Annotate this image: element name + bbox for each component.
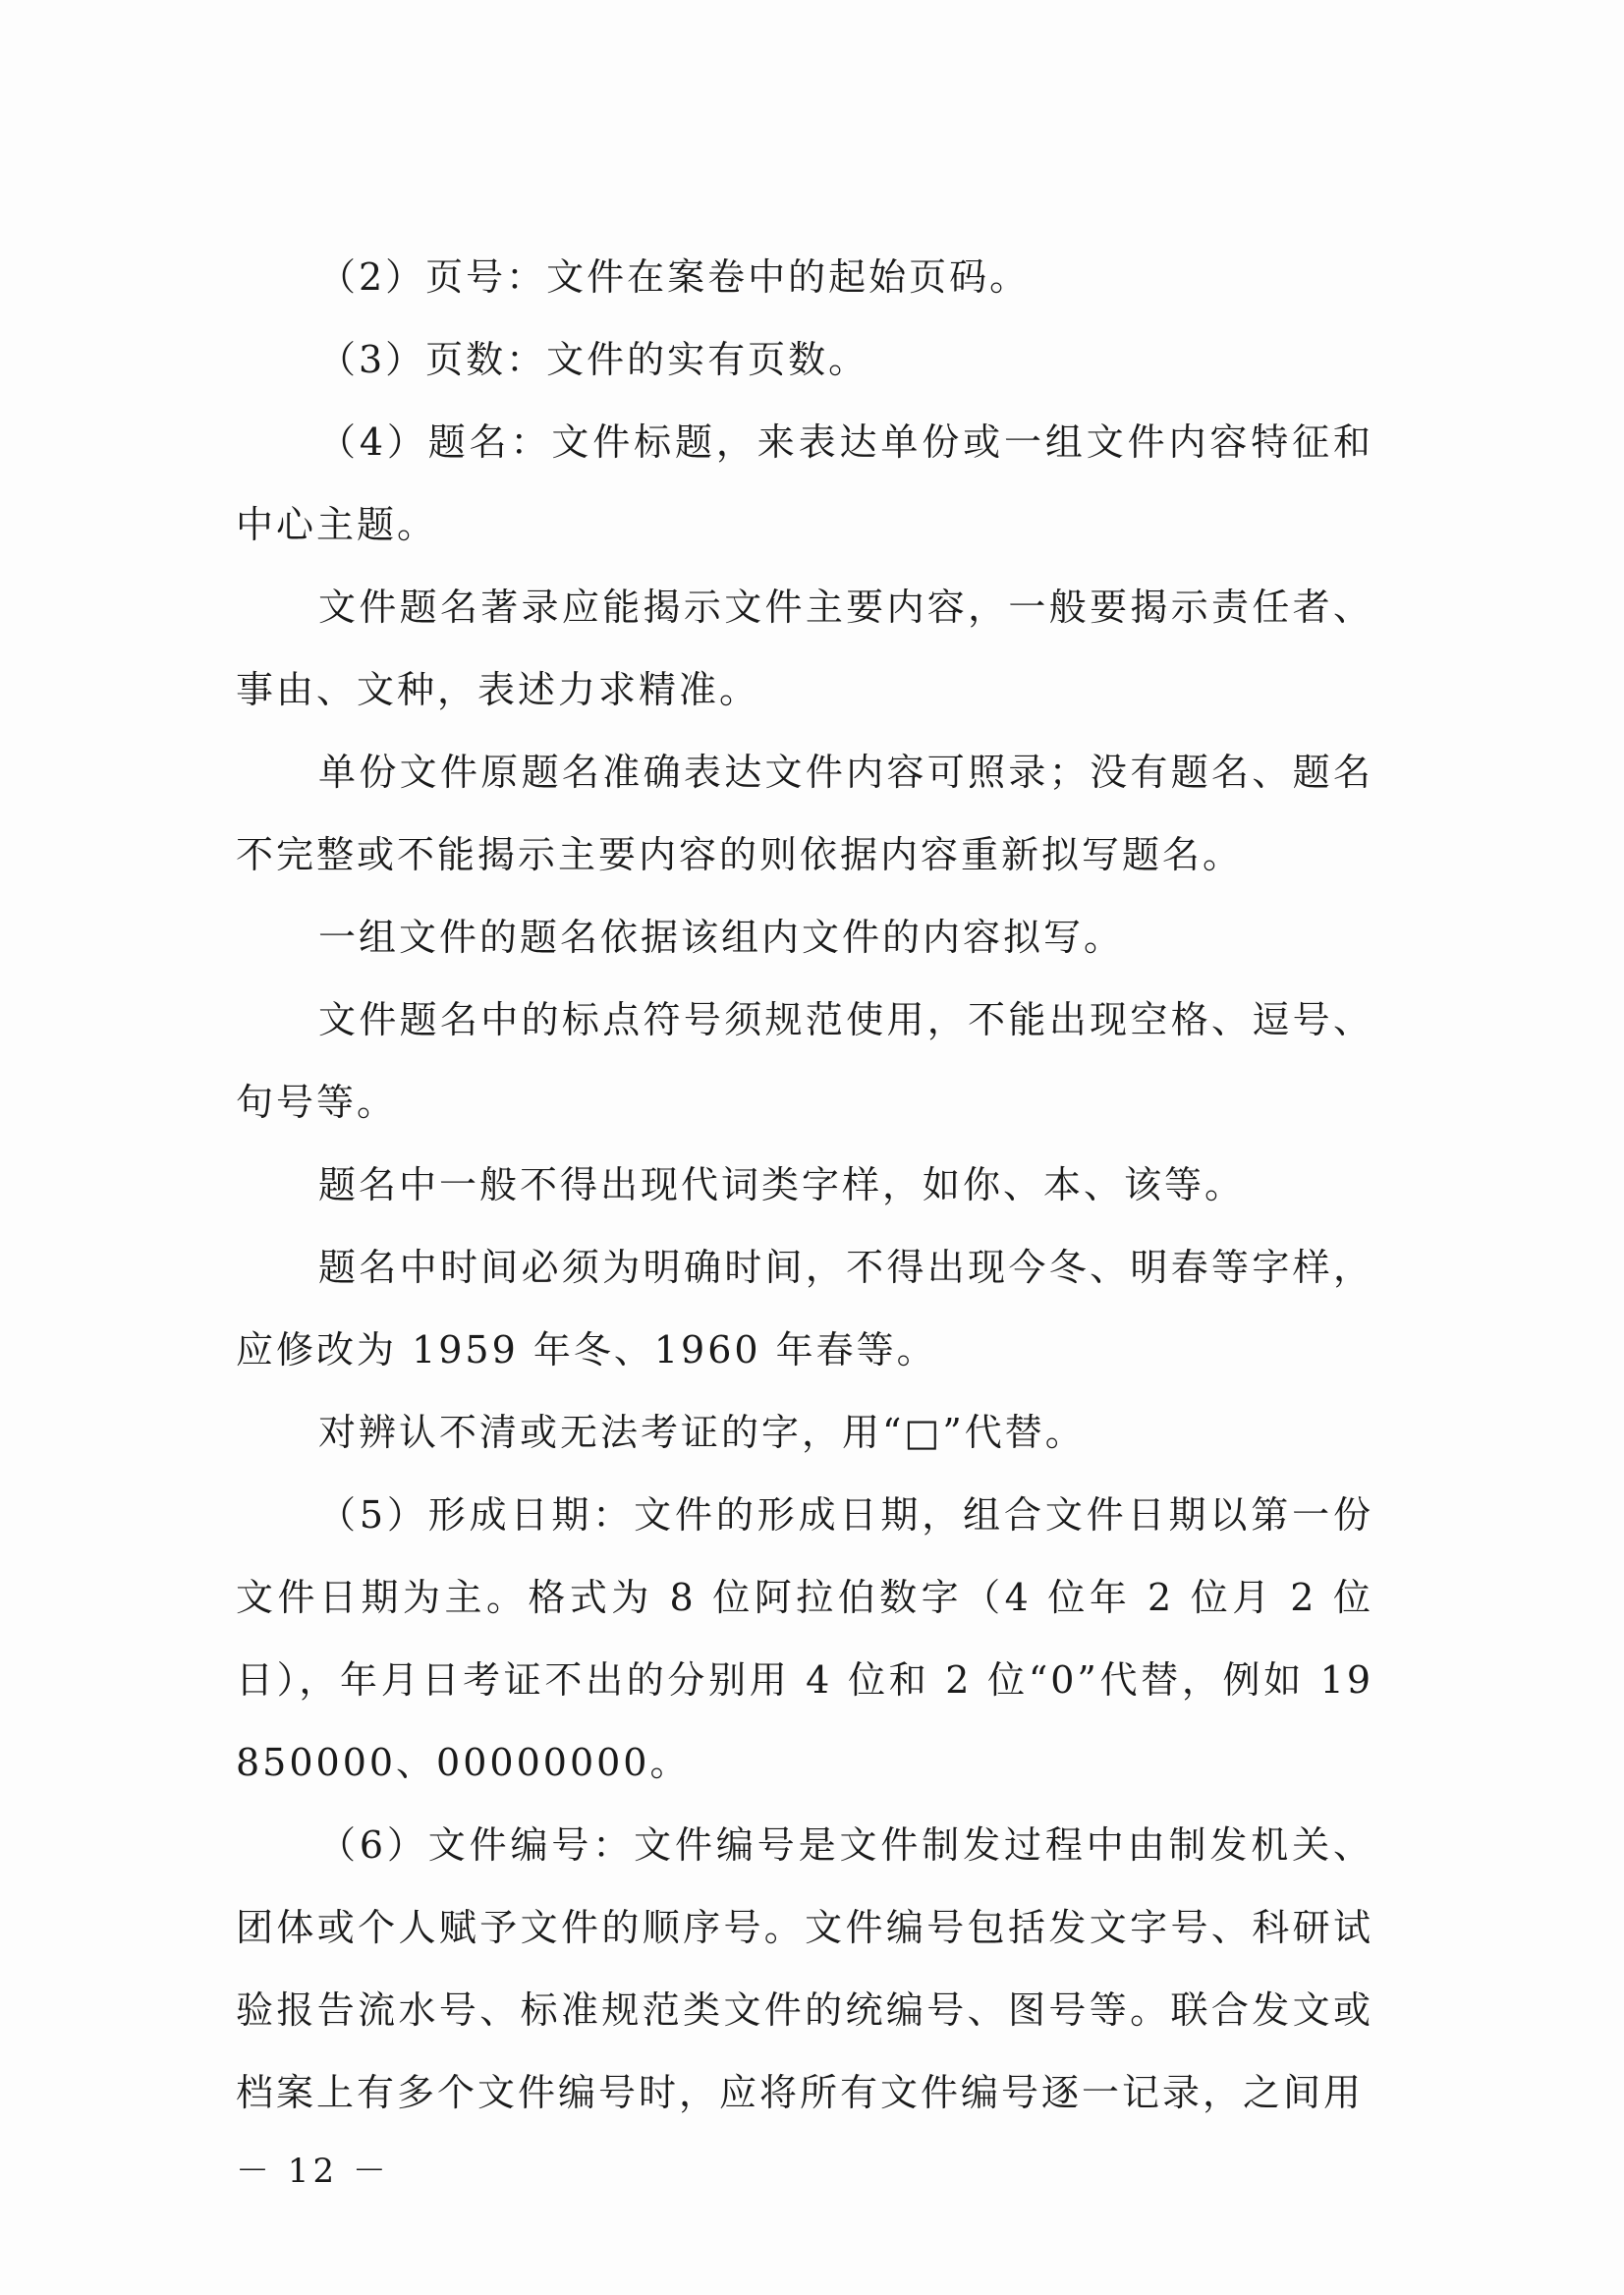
paragraph-unclear-chars: 对辨认不清或无法考证的字，用“□”代替。 <box>318 1411 1086 1454</box>
paragraph-title-time: 题名中时间必须为明确时间，不得出现今冬、明春等字样，应修改为 1959 年冬、1960 年春等。 <box>236 1246 1373 1371</box>
paragraph-title-group: 一组文件的题名依据该组内文件的内容拟写。 <box>318 916 1125 959</box>
paragraph-page-number-field: （2）页号：文件在案卷中的起始页码。 <box>318 255 1031 299</box>
page-number: － 12 － <box>236 2152 390 2191</box>
body-text <box>236 236 1373 2134</box>
paragraph-title-content: 文件题名著录应能揭示文件主要内容，一般要揭示责任者、事由、文种，表述力求精准。 <box>236 586 1373 711</box>
paragraph-title-pronouns: 题名中一般不得出现代词类字样，如你、本、该等。 <box>318 1163 1246 1206</box>
paragraph-file-number: （6）文件编号：文件编号是文件制发过程中由制发机关、团体或个人赋予文件的顺序号。文件编号包括发文字号、科研试验报告流水号、标准规范类文件的统编号、图号等。联合发文或档案上有多个文件编号时，应将所有文件编号逐一记录，之间用 <box>236 1823 1373 2114</box>
paragraph-title-field: （4）题名：文件标题，来表达单份或一组文件内容特征和中心主题。 <box>236 420 1373 546</box>
paragraph-formation-date: （5）形成日期：文件的形成日期，组合文件日期以第一份文件日期为主。格式为 8 位阿拉伯数字（4 位年 2 位月 2 位日），年月日考证不出的分别用 4 位和 2 位“0”代替，例如 19850000、00000000。 <box>236 1493 1373 1784</box>
paragraph-page-count-field: （3）页数：文件的实有页数。 <box>318 338 869 381</box>
paragraph-title-single: 单份文件原题名准确表达文件内容可照录；没有题名、题名不完整或不能揭示主要内容的则依据内容重新拟写题名。 <box>236 751 1373 876</box>
paragraph-title-punctuation: 文件题名中的标点符号须规范使用，不能出现空格、逗号、句号等。 <box>236 998 1373 1124</box>
